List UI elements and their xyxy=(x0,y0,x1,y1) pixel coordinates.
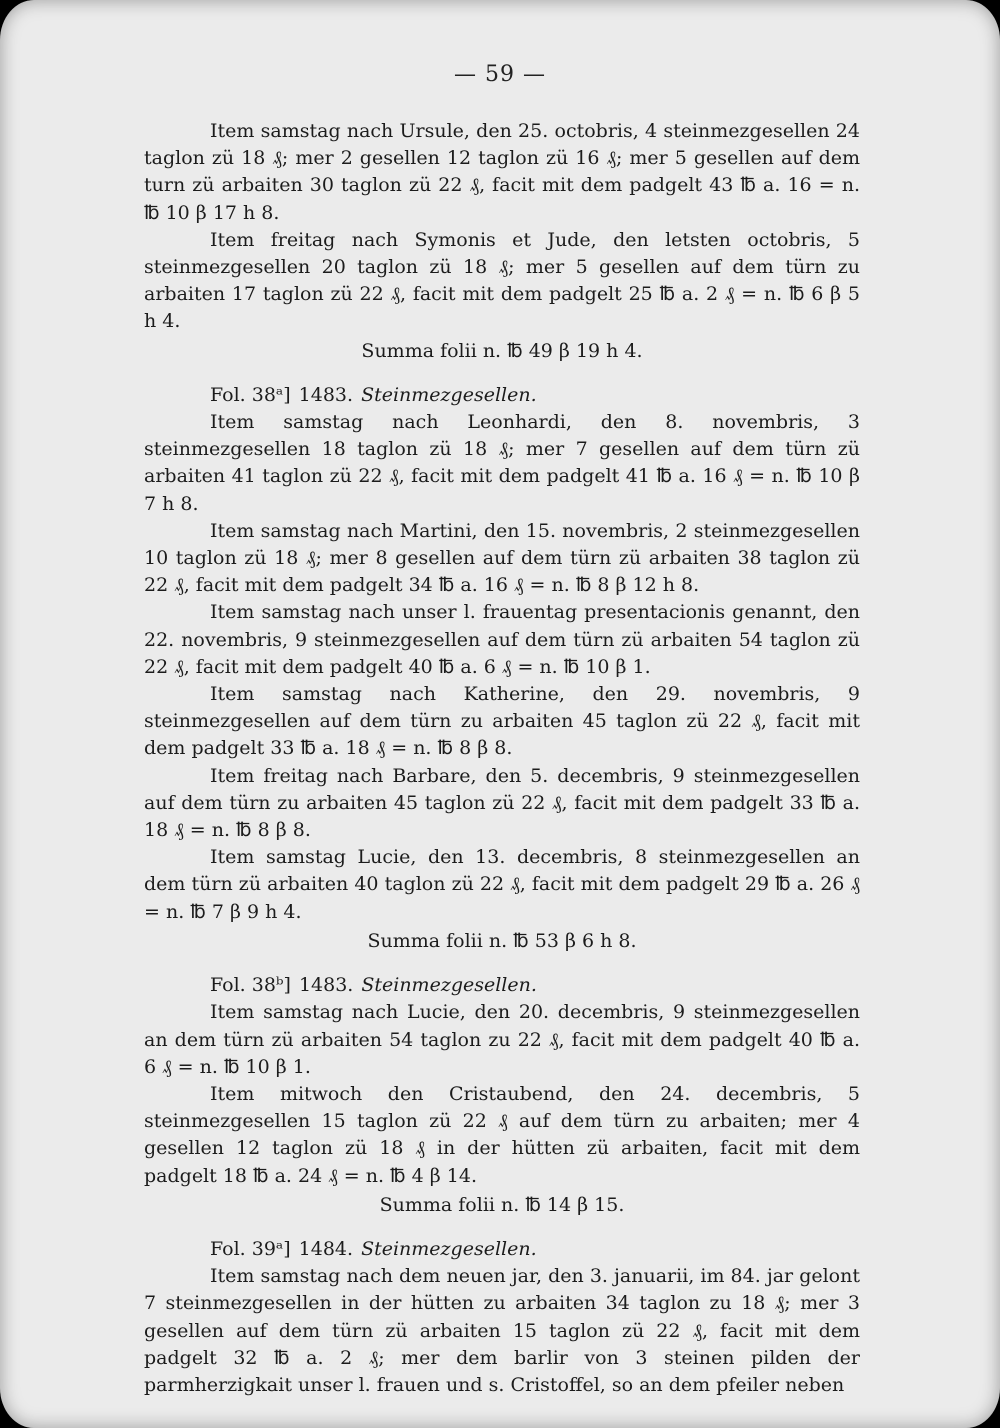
folio-id: Fol. 39ᵃ] xyxy=(210,1237,291,1260)
folio-year: 1484. xyxy=(298,1237,354,1260)
folio-title: Steinmezgesellen. xyxy=(361,383,537,406)
entry-paragraph: Item samstag nach Katherine, den 29. novembris, 9 steinmezgesellen auf dem türn zu arbaiten 45 taglon zü 22 ₰, facit mit dem padgelt 33 ℔ a. 18 ₰ = n. ℔ 8 β 8. xyxy=(144,683,860,760)
entry-paragraph: Item samstag nach Ursule, den 25. octobris, 4 steinmezgesellen 24 taglon zü 18 ₰; mer 2 gesellen 12 taglon zü 16 ₰; mer 5 gesellen auf dem turn zü arbaiten 30 taglon zü 22 ₰, facit mit dem padgelt 43 ℔ a. 16 = n. ℔ 10 β 17 h 8. xyxy=(144,120,860,224)
summa-folii: Summa folii n. ℔ 53 β 6 h 8. xyxy=(367,929,637,952)
text-body xyxy=(144,118,860,1399)
folio-title: Steinmezgesellen. xyxy=(361,974,537,997)
folio-id: Fol. 38ᵇ] xyxy=(210,974,291,997)
folio-heading xyxy=(210,972,860,999)
folio-year: 1483. xyxy=(298,974,354,997)
entry-paragraph: Item samstag nach Leonhardi, den 8. novembris, 3 steinmezgesellen 18 taglon zü 18 ₰; mer 7 gesellen auf dem türn zü arbaiten 41 taglon zü 22 ₰, facit mit dem padgelt 41 ℔ a. 16 ₰ = n. ℔ 10 β 7 h 8. xyxy=(144,411,860,515)
summa-folii: Summa folii n. ℔ 14 β 15. xyxy=(379,1193,625,1216)
folio-heading xyxy=(210,1236,860,1263)
entry-paragraph: Item freitag nach Barbare, den 5. decembris, 9 steinmezgesellen auf dem türn zu arbaiten 45 taglon zü 22 ₰, facit mit dem padgelt 33 ℔ a. 18 ₰ = n. ℔ 8 β 8. xyxy=(144,764,860,842)
entry-paragraph: Item samstag nach Lucie, den 20. decembris, 9 steinmezgesellen an dem türn zü arbaiten 54 taglon zu 22 ₰, facit mit dem padgelt 40 ℔ a. 6 ₰ = n. ℔ 10 β 1. xyxy=(144,1001,860,1078)
entry-paragraph: Item samstag Lucie, den 13. decembris, 8 steinmezgesellen an dem türn zü arbaiten 40 taglon zü 22 ₰, facit mit dem padgelt 29 ℔ a. 26 ₰ = n. ℔ 7 β 9 h 4. xyxy=(144,846,860,923)
folio-id: Fol. 38ᵃ] xyxy=(210,383,291,406)
entry-paragraph: Item mitwoch den Cristaubend, den 24. decembris, 5 steinmezgesellen 15 taglon zü 22 ₰ auf dem türn zu arbaiten; mer 4 gesellen 12 taglon zü 18 ₰ in der hütten zü arbaiten, facit mit dem padgelt 18 ℔ a. 24 ₰ = n. ℔ 4 β 14. xyxy=(144,1082,860,1187)
folio-heading xyxy=(210,382,860,409)
entry-paragraph: Item samstag nach unser l. frauentag presentacionis genannt, den 22. novembris, 9 steinmezgesellen auf dem türn zü arbaiten 54 taglon zü 22 ₰, facit mit dem padgelt 40 ℔ a. 6 ₰ = n. ℔ 10 β 1. xyxy=(144,601,860,678)
entry-paragraph: Item freitag nach Symonis et Jude, den letsten octobris, 5 steinmezgesellen 20 taglon zü 18 ₰; mer 5 gesellen auf dem türn zu arbaiten 17 taglon zü 22 ₰, facit mit dem padgelt 25 ℔ a. 2 ₰ = n. ℔ 6 β 5 h 4. xyxy=(144,228,860,333)
folio-year: 1483. xyxy=(298,383,354,406)
entry-paragraph: Item samstag nach Martini, den 15. novembris, 2 steinmezgesellen 10 taglon zü 18 ₰; mer 8 gesellen auf dem türn zü arbaiten 38 taglon zü 22 ₰, facit mit dem padgelt 34 ℔ a. 16 ₰ = n. ℔ 8 β 12 h 8. xyxy=(144,519,860,597)
page-number: — 59 — xyxy=(454,62,546,87)
folio-title: Steinmezgesellen. xyxy=(361,1237,537,1260)
entry-paragraph: Item samstag nach dem neuen jar, den 3. januarii, im 84. jar gelont 7 steinmezgesellen in der hütten zu arbaiten 34 taglon zu 18 ₰; mer 3 gesellen auf dem türn zü arbaiten 15 taglon zü 22 ₰, facit mit dem padgelt 32 ℔ a. 2 ₰; mer dem barlir von 3 steinen pilden der parmherzigkait unser l. frauen und s. Cristoffel, so an dem pfeiler neben xyxy=(144,1265,860,1396)
summa-folii: Summa folii n. ℔ 49 β 19 h 4. xyxy=(361,339,643,362)
